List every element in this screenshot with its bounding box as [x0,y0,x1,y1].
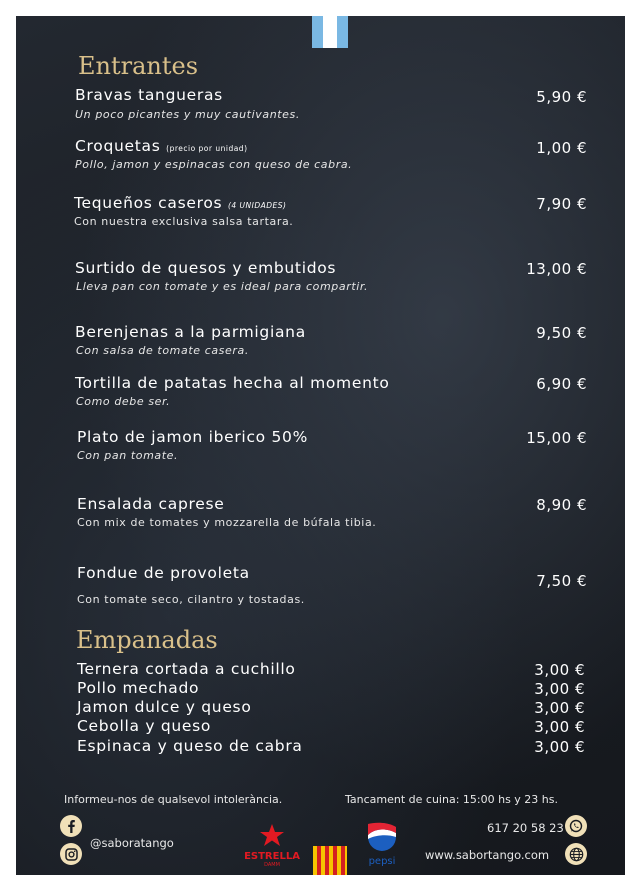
website-url[interactable]: www.sabortango.com [425,848,550,862]
facebook-icon[interactable] [60,815,82,837]
kitchen-closing-hours: Tancament de cuina: 15:00 hs y 23 hs. [345,793,558,806]
section-title-entrantes: Entrantes [78,52,199,80]
item-name: Surtido de quesos y embutidos [75,259,337,277]
item-price: 1,00 € [536,139,587,157]
estrella-wordmark: ESTRELLA [244,851,300,862]
item-price: 3,00 € [534,718,585,736]
item-price: 5,90 € [536,88,587,106]
globe-icon[interactable] [565,843,587,865]
intolerance-notice: Informeu-nos de qualsevol intolerància. [64,793,283,806]
item-price: 7,50 € [536,572,587,590]
item-description: Un poco picantes y muy cautivantes. [75,108,300,121]
whatsapp-icon[interactable] [565,815,587,837]
item-note: (precio por unidad) [166,144,248,153]
item-price: 13,00 € [526,260,587,278]
phone-number[interactable]: 617 20 58 23 [487,821,564,835]
pepsi-globe-icon [367,822,397,852]
item-price: 9,50 € [536,324,587,342]
item-price: 8,90 € [536,496,587,514]
estrella-star-icon [260,824,284,846]
item-name: Espinaca y queso de cabra [77,737,303,755]
item-name: Pollo mechado [77,679,200,697]
item-description: Con mix de tomates y mozzarella de búfala tibia. [77,516,377,529]
section-title-empanadas: Empanadas [76,626,218,654]
item-note: (4 UNIDADES) [227,201,287,210]
item-name: Bravas tangueras [75,86,223,104]
item-description: Con salsa de tomate casera. [76,344,249,357]
item-name: Cebolla y queso [77,717,212,735]
pepsi-wordmark: pepsi [368,856,396,867]
item-name: Croquetas (precio por unidad) [75,137,248,155]
item-description: Con pan tomate. [77,449,179,462]
item-description: Pollo, jamon y espinacas con queso de cabra. [75,158,353,171]
item-name: Ensalada caprese [77,495,225,513]
item-price: 15,00 € [526,429,587,447]
item-name: Jamon dulce y queso [77,698,252,716]
item-price: 3,00 € [534,680,585,698]
item-description: Con nuestra exclusiva salsa tartara. [74,215,294,228]
item-price: 3,00 € [534,738,585,756]
estrella-damm-logo [242,824,302,872]
item-price: 3,00 € [534,699,585,717]
item-description: Lleva pan con tomate y es ideal para compartir. [76,280,369,293]
item-description: Con tomate seco, cilantro y tostadas. [77,593,305,606]
instagram-icon[interactable] [60,843,82,865]
item-price: 3,00 € [534,661,585,679]
item-description: Como debe ser. [76,395,171,408]
item-price: 6,90 € [536,375,587,393]
item-name: Tortilla de patatas hecha al momento [75,374,390,392]
item-name: Ternera cortada a cuchillo [77,660,296,678]
item-name: Tequeños caseros (4 UNIDADES) [74,194,287,212]
menu-card [16,16,625,875]
estrella-subtitle: DAMM [264,862,280,868]
catalan-flag [313,846,347,875]
empanada-row [16,737,625,757]
empanada-row [16,717,625,737]
argentina-flag-ribbon [312,16,348,48]
item-name: Plato de jamon iberico 50% [77,428,309,446]
pepsi-logo [364,822,400,870]
empanada-row [16,698,625,718]
empanada-row [16,660,625,680]
item-price: 7,90 € [536,195,587,213]
item-name: Fondue de provoleta [77,564,250,582]
item-name: Berenjenas a la parmigiana [75,323,306,341]
empanada-row [16,679,625,699]
instagram-handle[interactable]: @saboratango [90,836,174,850]
